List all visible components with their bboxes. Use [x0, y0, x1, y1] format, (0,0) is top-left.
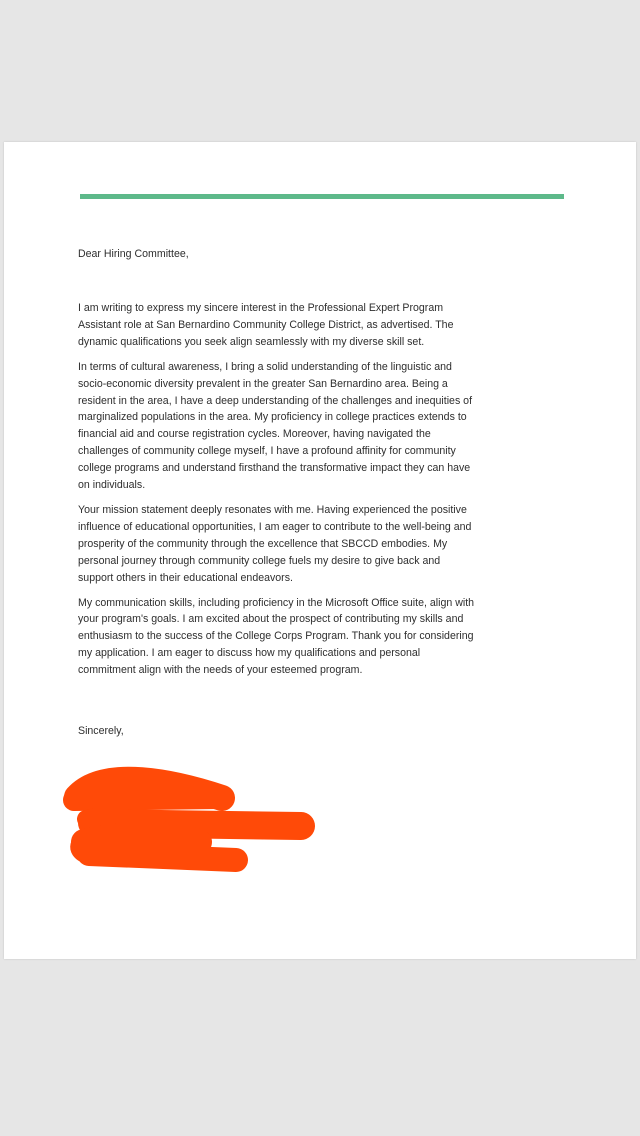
letter-page: [4, 142, 636, 959]
letter-paragraph: Your mission statement deeply resonates with me. Having experienced the positive influence of educational opportunities, I am eager to contribute to the well-being and prosperity of the community through the excellence that SBCCD embodies. My personal journey through community college fuels my desire to give back and support others in their educational endeavors.: [78, 503, 472, 584]
letter-paragraph: In terms of cultural awareness, I bring a solid understanding of the linguistic and socio-economic diversity prevalent in the greater San Bernardino area. Being a resident in the area, I have a deep understanding of the challenges and inequities of marginalized populations in the area. My proficiency in college practices extends to financial aid and course registration cycles. Moreover, having navigated the challenges of community college myself, I have a profound affinity for community college programs and understand firsthand the transformative impact they can have on individuals.: [78, 360, 473, 492]
letter-paragraph: My communication skills, including proficiency in the Microsoft Office suite, align with your program's goals. I am excited about the prospect of contributing my skills and enthusiasm to the success of the College Corps Program. Thank you for considering my application. I am eager to discuss how my qualifications and personal commitment align with the needs of your esteemed program.: [78, 596, 475, 677]
letter-greeting: Dear Hiring Committee,: [78, 248, 189, 260]
letter-closing: Sincerely,: [78, 725, 124, 737]
letter-paragraph: I am writing to express my sincere interest in the Professional Expert Program Assistant role at San Bernardino Community College District, as advertised. The dynamic qualifications you seek align seamlessly with my diverse skill set.: [78, 302, 454, 348]
signature-redaction-scribble: [4, 142, 636, 959]
